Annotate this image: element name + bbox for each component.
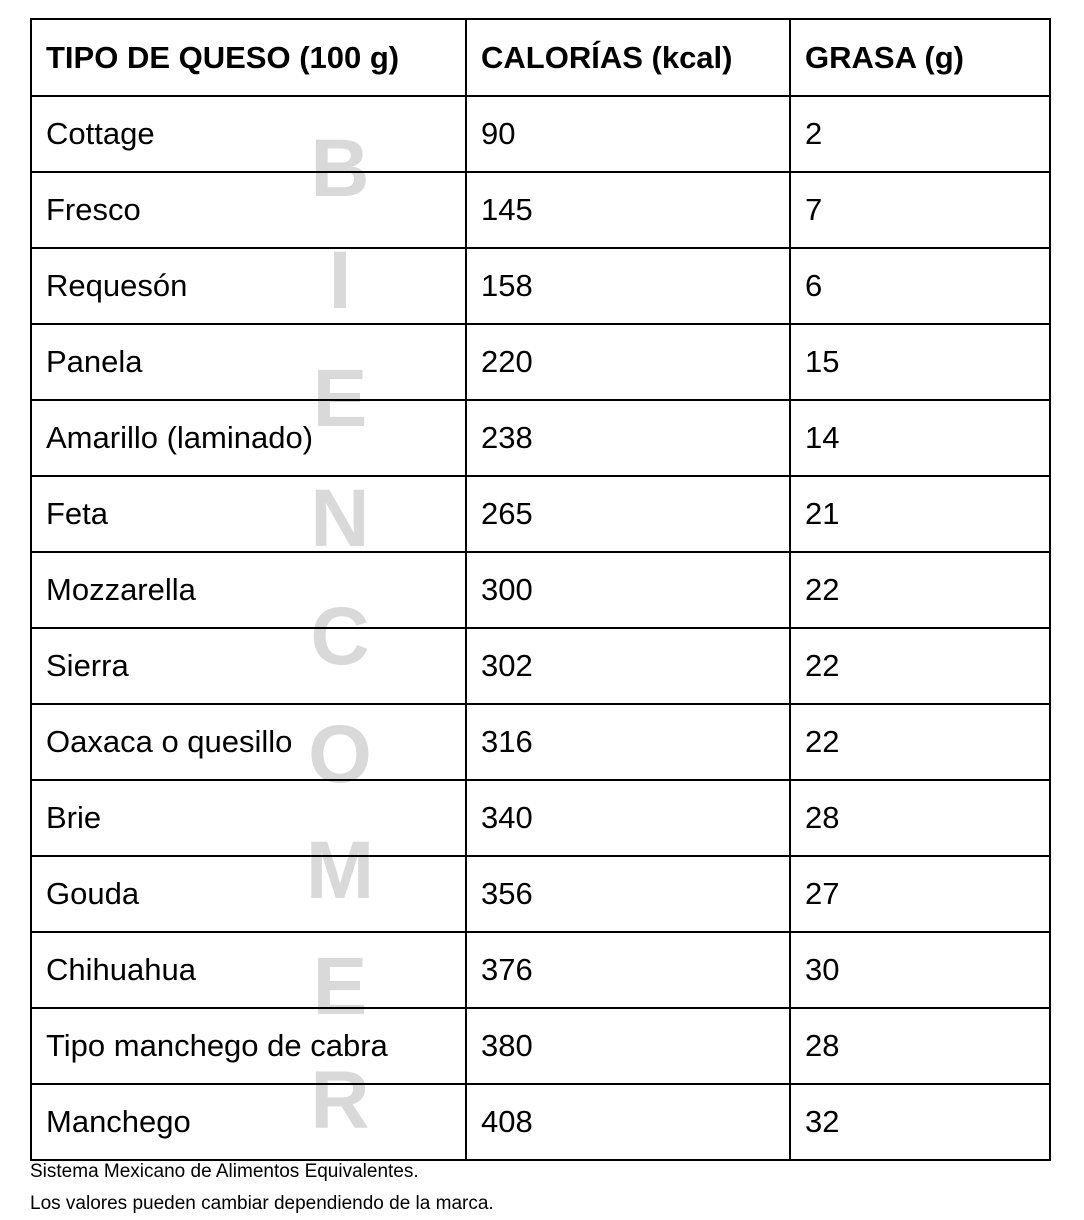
cheese-name: Requesón bbox=[31, 248, 466, 324]
cheese-name: Cottage bbox=[31, 96, 466, 172]
table-row bbox=[31, 476, 1050, 552]
calories-value: 90 bbox=[466, 96, 790, 172]
cheese-name: Gouda bbox=[31, 856, 466, 932]
footnote-disclaimer: Los valores pueden cambiar dependiendo de la marca. bbox=[30, 1193, 494, 1214]
cheese-name: Amarillo (laminado) bbox=[31, 400, 466, 476]
calories-value: 376 bbox=[466, 932, 790, 1008]
footnotes bbox=[30, 1156, 494, 1220]
cheese-name: Tipo manchego de cabra bbox=[31, 1008, 466, 1084]
cheese-name: Fresco bbox=[31, 172, 466, 248]
watermark-letter: B bbox=[310, 123, 370, 214]
header-row bbox=[31, 19, 1050, 96]
fat-value: 2 bbox=[790, 96, 1050, 172]
fat-value: 6 bbox=[790, 248, 1050, 324]
table-row bbox=[31, 96, 1050, 172]
footnote-source: Sistema Mexicano de Alimentos Equivalentes. bbox=[30, 1161, 419, 1182]
cheese-name: Mozzarella bbox=[31, 552, 466, 628]
calories-value: 316 bbox=[466, 704, 790, 780]
fat-value: 30 bbox=[790, 932, 1050, 1008]
fat-value: 22 bbox=[790, 628, 1050, 704]
cheese-table bbox=[30, 18, 1051, 1161]
calories-value: 158 bbox=[466, 248, 790, 324]
table-row bbox=[31, 1084, 1050, 1160]
calories-value: 145 bbox=[466, 172, 790, 248]
cheese-name: Sierra bbox=[31, 628, 466, 704]
calories-value: 220 bbox=[466, 324, 790, 400]
watermark-letter: R bbox=[310, 1055, 370, 1146]
watermark-letter: N bbox=[310, 473, 370, 564]
table-row bbox=[31, 704, 1050, 780]
watermark-letter: E bbox=[312, 941, 368, 1032]
calories-value: 380 bbox=[466, 1008, 790, 1084]
header-calories: CALORÍAS (kcal) bbox=[466, 19, 790, 96]
watermark-letter: I bbox=[328, 235, 352, 326]
calories-value: 300 bbox=[466, 552, 790, 628]
cheese-name: Feta bbox=[31, 476, 466, 552]
watermark-letter: C bbox=[310, 591, 370, 682]
fat-value: 22 bbox=[790, 552, 1050, 628]
fat-value: 14 bbox=[790, 400, 1050, 476]
table-row bbox=[31, 400, 1050, 476]
watermark-letter: O bbox=[308, 709, 372, 800]
watermark-letter: E bbox=[312, 353, 368, 444]
calories-value: 340 bbox=[466, 780, 790, 856]
table-row bbox=[31, 628, 1050, 704]
cheese-name: Manchego bbox=[31, 1084, 466, 1160]
fat-value: 28 bbox=[790, 1008, 1050, 1084]
header-cheese-type: TIPO DE QUESO (100 g) bbox=[31, 19, 466, 96]
table-row bbox=[31, 172, 1050, 248]
fat-value: 28 bbox=[790, 780, 1050, 856]
fat-value: 7 bbox=[790, 172, 1050, 248]
fat-value: 21 bbox=[790, 476, 1050, 552]
table-row bbox=[31, 552, 1050, 628]
table-row bbox=[31, 248, 1050, 324]
cheese-name: Chihuahua bbox=[31, 932, 466, 1008]
calories-value: 302 bbox=[466, 628, 790, 704]
cheese-name: Oaxaca o quesillo bbox=[31, 704, 466, 780]
header-fat: GRASA (g) bbox=[790, 19, 1050, 96]
watermark-letter: M bbox=[305, 825, 375, 916]
calories-value: 265 bbox=[466, 476, 790, 552]
table-row bbox=[31, 856, 1050, 932]
table-row bbox=[31, 1008, 1050, 1084]
calories-value: 238 bbox=[466, 400, 790, 476]
table-row bbox=[31, 780, 1050, 856]
cheese-name: Brie bbox=[31, 780, 466, 856]
table-row bbox=[31, 324, 1050, 400]
fat-value: 22 bbox=[790, 704, 1050, 780]
table-row bbox=[31, 932, 1050, 1008]
fat-value: 32 bbox=[790, 1084, 1050, 1160]
calories-value: 408 bbox=[466, 1084, 790, 1160]
fat-value: 15 bbox=[790, 324, 1050, 400]
fat-value: 27 bbox=[790, 856, 1050, 932]
cheese-name: Panela bbox=[31, 324, 466, 400]
calories-value: 356 bbox=[466, 856, 790, 932]
cheese-table-container bbox=[30, 18, 1049, 1161]
